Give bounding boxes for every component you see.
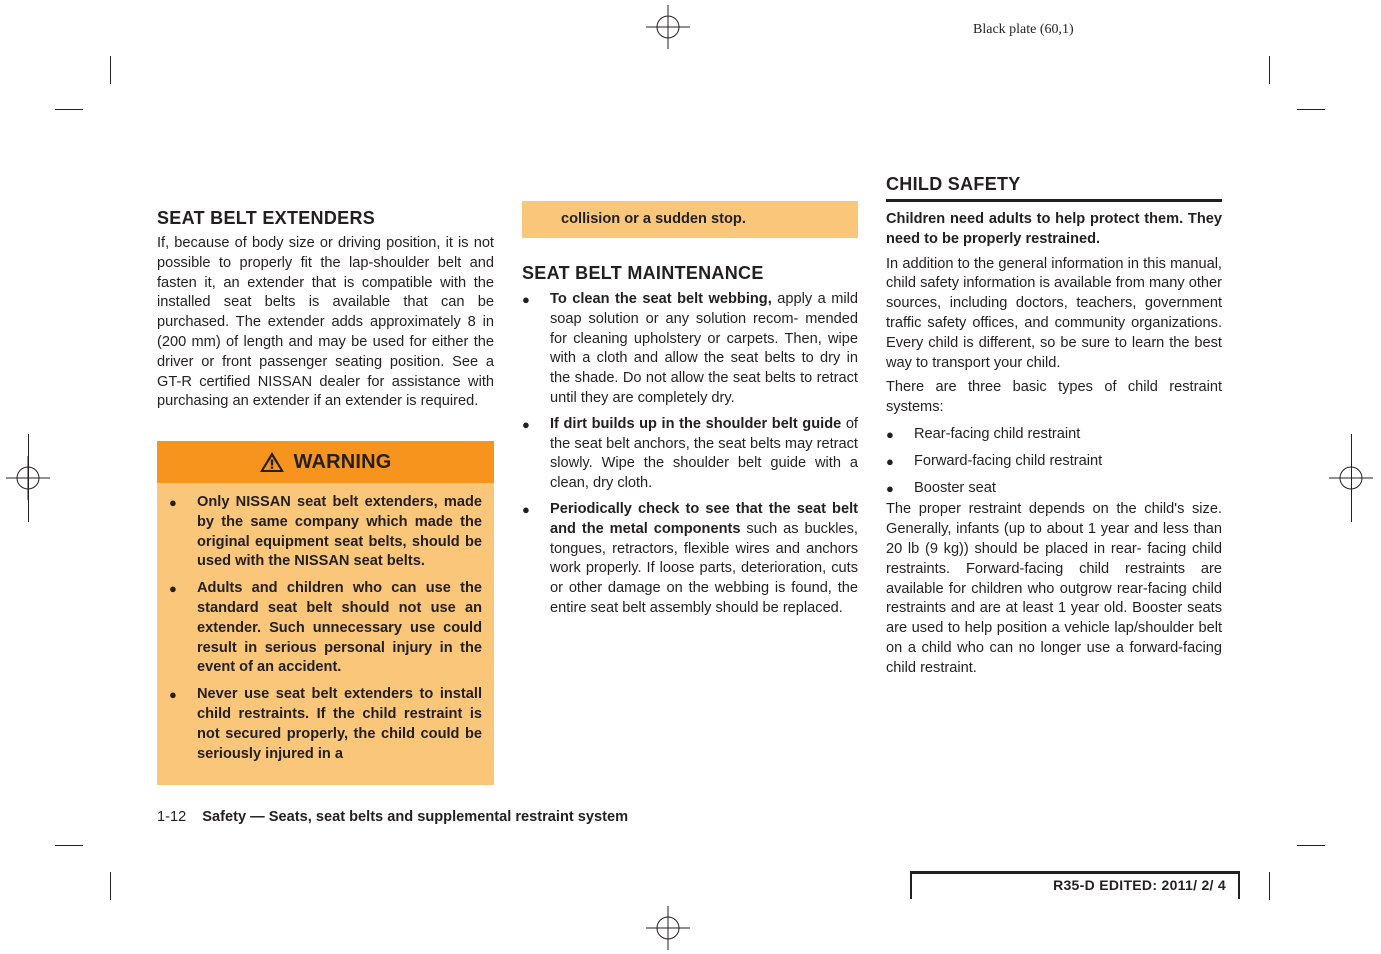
maintenance-item-lead: To clean the seat belt webbing,	[550, 291, 772, 307]
registration-crosshair-icon	[646, 906, 690, 950]
bullet-icon: ●	[169, 495, 177, 510]
crop-mark	[1297, 109, 1325, 110]
warning-box	[157, 441, 494, 785]
warning-list	[157, 483, 494, 764]
child-safety-paragraph: In addition to the general information in this manual, child safety information is available from many other sources, including doctors, teachers, government traffic safety offices, and community organizations. Every child is different, so be sure to learn the best way to transport your child.	[886, 255, 1222, 371]
warning-item	[169, 685, 482, 764]
bullet-icon: ●	[886, 480, 894, 496]
warning-item-text: Only NISSAN seat belt extenders, made by the same company which made the original equipment seat belts, should be used with the NISSAN seat belts.	[197, 494, 482, 570]
warning-continued-box	[522, 201, 858, 238]
warning-title: WARNING	[293, 450, 392, 473]
warning-item	[169, 493, 482, 572]
crop-mark	[55, 109, 83, 110]
page-footer	[157, 809, 628, 825]
warning-continued-text: collision or a sudden stop.	[561, 211, 746, 227]
right-column	[886, 173, 1222, 679]
bullet-icon: ●	[169, 581, 177, 597]
bullet-icon: ●	[522, 501, 530, 517]
maintenance-item	[522, 290, 858, 409]
child-safety-paragraph: There are three basic types of child restraint systems:	[886, 379, 1222, 416]
left-column	[157, 207, 494, 412]
crop-mark	[1297, 845, 1325, 846]
extenders-paragraph: If, because of body size or driving position, it is not possible to properly fit the lap-shoulder belt and fasten it, an extender that is compatible with the installed seat belts is available that can be purchased. The extender adds approximately 8 in (200 mm) of length and may be used for either the driver or front passenger seating position. See a GT-R certified NISSAN dealer for assistance with purchasing an extender if an extender is required.	[157, 235, 494, 410]
plate-label: Black plate (60,1)	[973, 22, 1074, 37]
section-heading-child-safety: CHILD SAFETY	[886, 173, 1222, 202]
maintenance-item-text: of the seat belt anchors, the seat belts may retract slowly. Wipe the shoulder belt guide with a clean, dry cloth.	[550, 415, 858, 492]
section-heading-seat-belt-extenders: SEAT BELT EXTENDERS	[157, 208, 376, 228]
restraint-type-item	[886, 452, 1222, 472]
warning-triangle-icon	[259, 451, 285, 473]
bullet-icon: ●	[522, 416, 530, 432]
bullet-icon: ●	[169, 687, 177, 703]
restraint-type-item	[886, 479, 1222, 499]
warning-header	[157, 441, 494, 483]
warning-item	[169, 579, 482, 678]
restraint-type-text: Rear-facing child restraint	[914, 425, 1081, 442]
child-safety-paragraph: The proper restraint depends on the child's size. Generally, infants (up to about 1 year and less than 20 lb (9 kg)) should be placed in rear- facing child restraints. Forward-facing child restraints are available for children who outgrow rear-facing child restraints and are at least 1 year old. Booster seats are used to help position a vehicle lap/shoulder belt on a child who can no longer use a forward-facing child restraint.	[886, 501, 1222, 676]
bullet-icon: ●	[522, 292, 530, 307]
edited-label: R35-D EDITED: 2011/ 2/ 4	[1053, 877, 1226, 893]
restraint-type-item	[886, 425, 1222, 445]
crop-mark	[1351, 434, 1352, 522]
warning-item-text: Adults and children who can use the standard seat belt should not use an extender. Such unnecessary use could result in serious personal injury in the event of an accident.	[197, 580, 482, 676]
page-number: 1-12	[157, 809, 187, 825]
crop-mark	[1269, 56, 1270, 84]
maintenance-item-text: such as buckles, tongues, retractors, flexible wires and anchors work properly. If loose parts, deterioration, cuts or other damage on the webbing is found, the entire seat belt assembly should be replaced.	[550, 520, 858, 616]
middle-column	[522, 262, 858, 619]
maintenance-item	[522, 415, 858, 494]
registration-crosshair-icon	[646, 5, 690, 49]
maintenance-item-lead: If dirt builds up in the shoulder belt guide	[550, 415, 842, 432]
footer-section-title: Safety — Seats, seat belts and supplemental restraint system	[202, 809, 629, 825]
restraint-type-text: Forward-facing child restraint	[914, 452, 1103, 469]
maintenance-item-text: apply a mild soap solution or any solution recom- mended for cleaning upholstery or carpets. Then, wipe with a cloth and allow the seat belts to dry in the shade. Do not allow the seat belts to retract until they are completely dry.	[550, 291, 858, 406]
crop-mark	[110, 872, 111, 900]
maintenance-item	[522, 500, 858, 619]
crop-mark	[55, 845, 83, 846]
crop-mark	[28, 434, 29, 522]
restraint-type-text: Booster seat	[914, 479, 996, 496]
bullet-icon: ●	[886, 426, 894, 442]
edited-stamp	[910, 871, 1240, 899]
crop-mark	[110, 56, 111, 84]
maintenance-item-lead: Periodically check to see that the seat belt and the metal components	[550, 500, 858, 537]
child-safety-lead: Children need adults to help protect them. They need to be properly restrained.	[886, 211, 1222, 247]
crop-mark	[1269, 872, 1270, 900]
section-heading-seat-belt-maintenance: SEAT BELT MAINTENANCE	[522, 263, 764, 283]
warning-item-text: Never use seat belt extenders to install child restraints. If the child restraint is not secured properly, the child could be seriously injured in a	[197, 686, 482, 762]
bullet-icon: ●	[886, 453, 894, 469]
